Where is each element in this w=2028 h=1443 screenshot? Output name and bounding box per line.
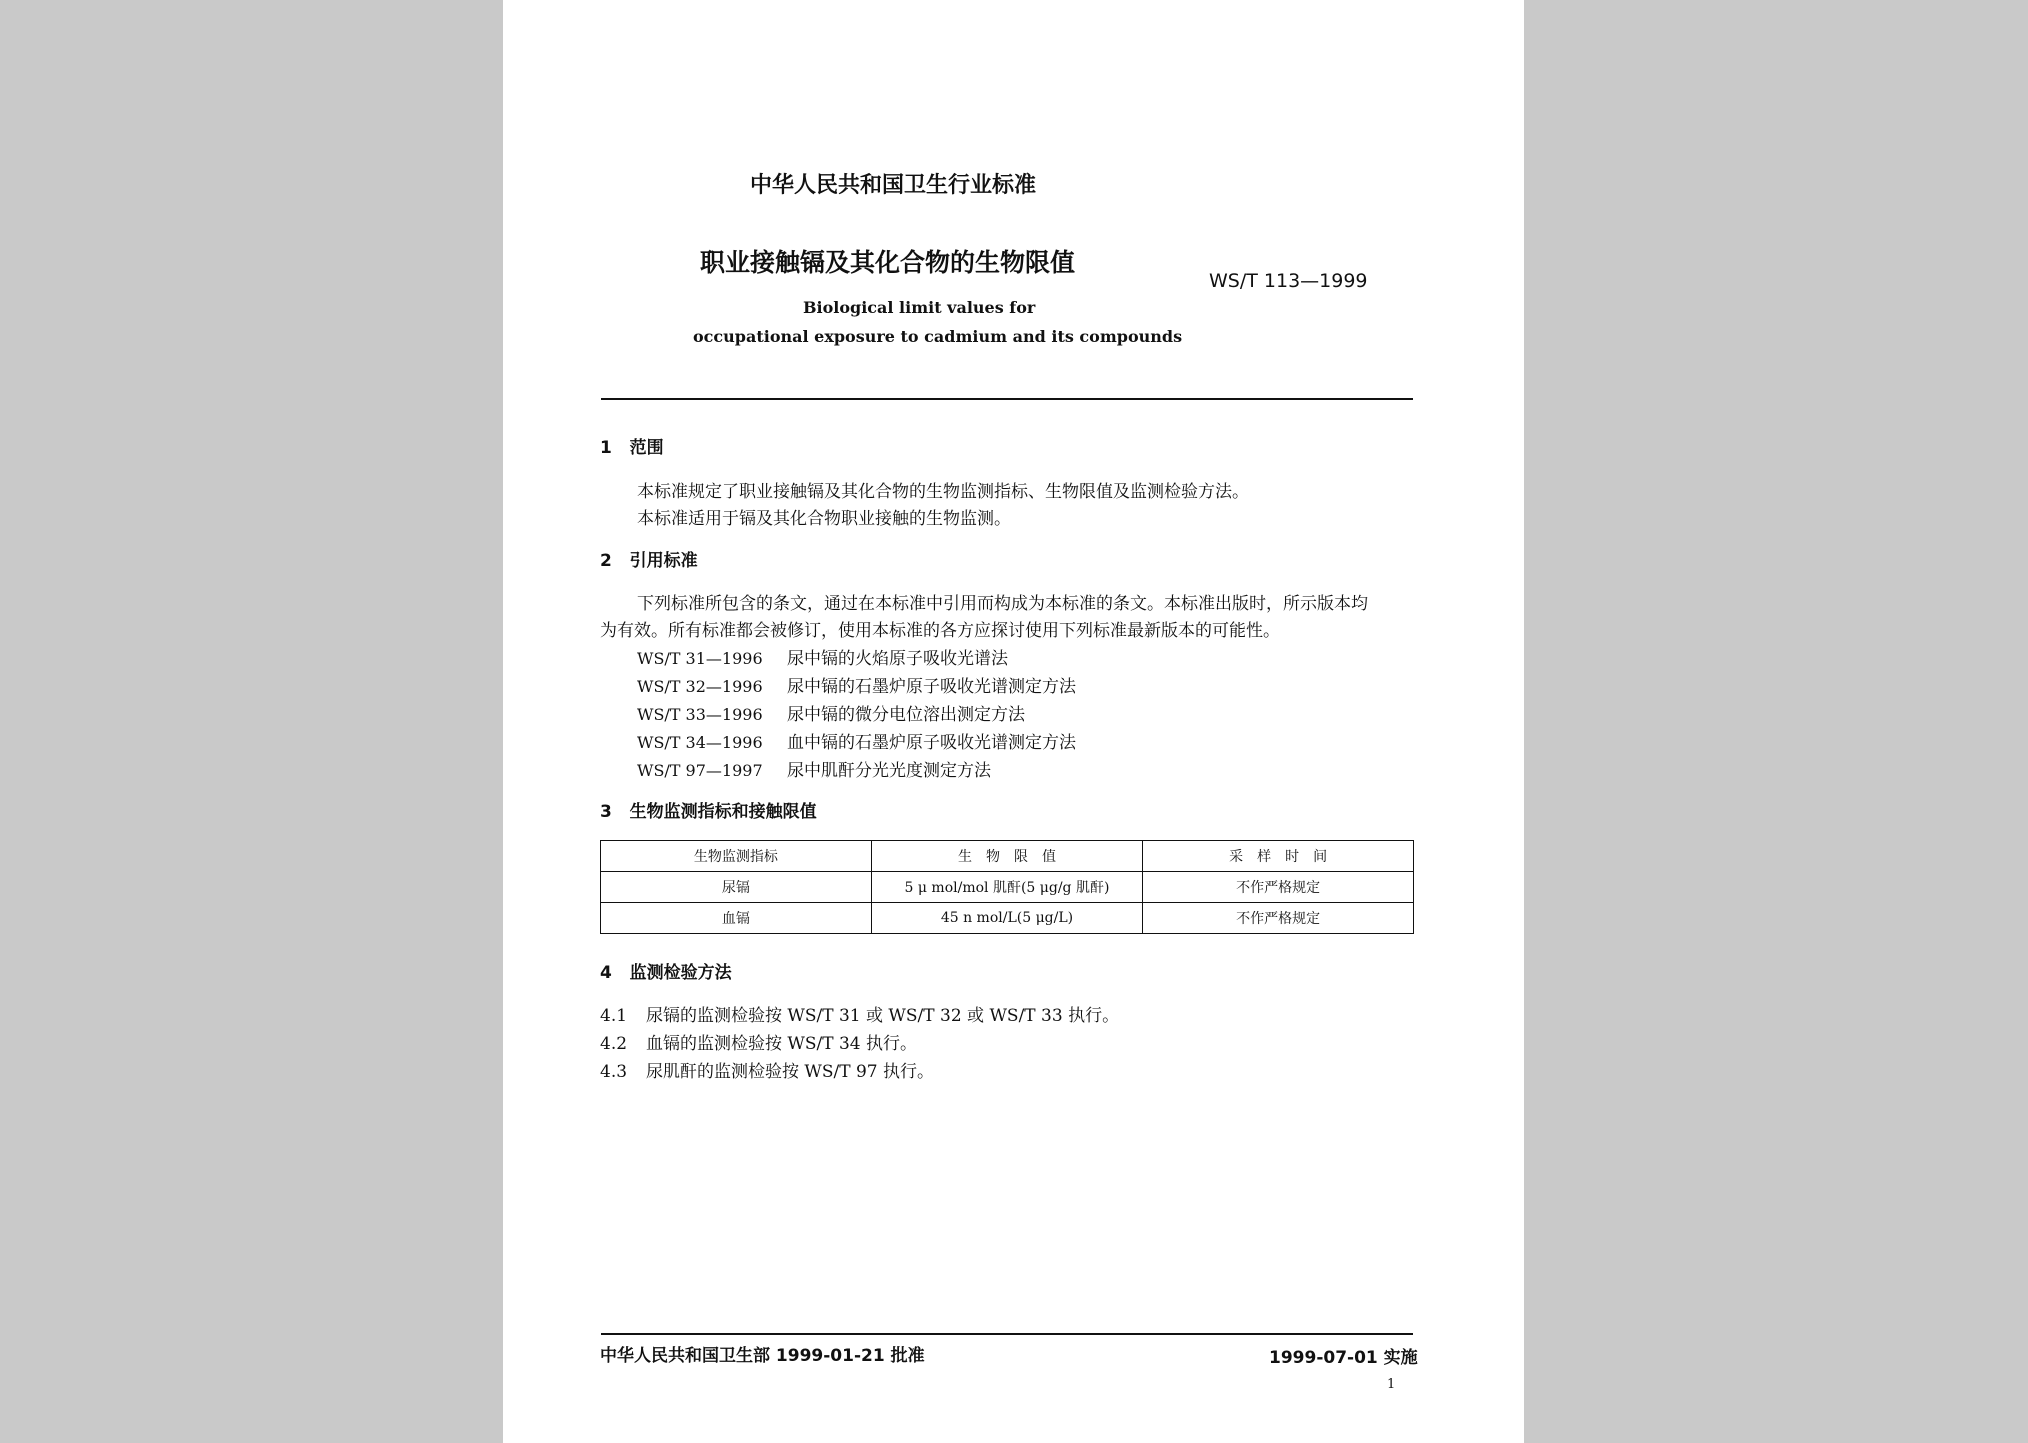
reference-code: WS/T 97—1997 — [637, 761, 763, 780]
document-title-en-line2: occupational exposure to cadmium and its compounds — [693, 327, 1183, 346]
footer-divider — [601, 1333, 1413, 1335]
reference-code: WS/T 33—1996 — [637, 705, 763, 724]
reference-code: WS/T 34—1996 — [637, 733, 763, 752]
section-1-paragraph: 本标准规定了职业接触镉及其化合物的生物监测指标、生物限值及监测检验方法。 — [637, 482, 1249, 502]
section-2-paragraph: 为有效。所有标准都会被修订，使用本标准的各方应探讨使用下列标准最新版本的可能性。 — [600, 621, 1280, 641]
table-cell: 5 μ mol/mol 肌酐(5 μg/g 肌酐) — [871, 872, 1143, 903]
document-title-en-line1: Biological limit values for — [803, 298, 1036, 317]
biological-limits-table — [600, 840, 1414, 934]
reference-item — [637, 644, 1008, 669]
approval-line: 中华人民共和国卫生部 1999-01-21 批准 — [600, 1346, 925, 1366]
section-1-paragraph: 本标准适用于镉及其化合物职业接触的生物监测。 — [637, 509, 1011, 529]
item-number: 4.2 — [600, 1034, 628, 1054]
document-title-cn: 职业接触镉及其化合物的生物限值 — [700, 248, 1076, 277]
item-text: 尿镉的监测检验按 WS/T 31 或 WS/T 32 或 WS/T 33 执行。 — [646, 1006, 1120, 1026]
column-header: 生 物 限 值 — [871, 841, 1143, 872]
section-number: 1 — [600, 438, 612, 458]
page-number: 1 — [1387, 1377, 1396, 1392]
reference-item — [637, 672, 1076, 697]
column-header: 生物监测指标 — [601, 841, 872, 872]
table-cell: 不作严格规定 — [1143, 903, 1414, 934]
reference-title: 尿中镉的火焰原子吸收光谱法 — [787, 649, 1008, 669]
item-text: 尿肌酐的监测检验按 WS/T 97 执行。 — [646, 1062, 935, 1082]
reference-title: 尿中肌酐分光光度测定方法 — [787, 761, 991, 781]
section-number: 3 — [600, 802, 612, 822]
section-title: 生物监测指标和接触限值 — [629, 802, 817, 822]
table-cell: 45 n mol/L(5 μg/L) — [871, 903, 1143, 934]
implementation-date: 1999-07-01 实施 — [1269, 1348, 1418, 1368]
issuing-organization: 中华人民共和国卫生行业标准 — [750, 173, 1037, 198]
reference-item — [637, 756, 991, 781]
method-item — [600, 1029, 917, 1054]
reference-title: 尿中镉的石墨炉原子吸收光谱测定方法 — [787, 677, 1076, 697]
reference-title: 血中镉的石墨炉原子吸收光谱测定方法 — [787, 733, 1076, 753]
item-text: 血镉的监测检验按 WS/T 34 执行。 — [646, 1034, 918, 1054]
table-cell: 尿镉 — [601, 872, 872, 903]
section-2-paragraph: 下列标准所包含的条文，通过在本标准中引用而构成为本标准的条文。本标准出版时，所示版本均 — [637, 594, 1368, 614]
table-cell: 不作严格规定 — [1143, 872, 1414, 903]
table-row — [601, 872, 1414, 903]
section-1-heading — [600, 433, 664, 458]
section-2-heading — [600, 546, 698, 571]
section-4-heading — [600, 958, 732, 983]
section-3-heading — [600, 797, 817, 822]
table-cell: 血镉 — [601, 903, 872, 934]
reference-code: WS/T 31—1996 — [637, 649, 763, 668]
reference-item — [637, 700, 1025, 725]
reference-item — [637, 728, 1076, 753]
section-number: 4 — [600, 963, 612, 983]
standard-code: WS/T 113—1999 — [1209, 270, 1368, 292]
table-row — [601, 903, 1414, 934]
header-divider — [601, 398, 1413, 400]
method-item — [600, 1001, 1119, 1026]
column-header: 采 样 时 间 — [1143, 841, 1414, 872]
section-title: 引用标准 — [629, 551, 698, 571]
section-number: 2 — [600, 551, 612, 571]
reference-title: 尿中镉的微分电位溶出测定方法 — [787, 705, 1025, 725]
item-number: 4.3 — [600, 1062, 628, 1082]
reference-code: WS/T 32—1996 — [637, 677, 763, 696]
table-header-row — [601, 841, 1414, 872]
method-item — [600, 1057, 934, 1082]
item-number: 4.1 — [600, 1006, 628, 1026]
document-page — [503, 0, 1524, 1443]
section-title: 范围 — [629, 438, 664, 458]
section-title: 监测检验方法 — [629, 963, 732, 983]
